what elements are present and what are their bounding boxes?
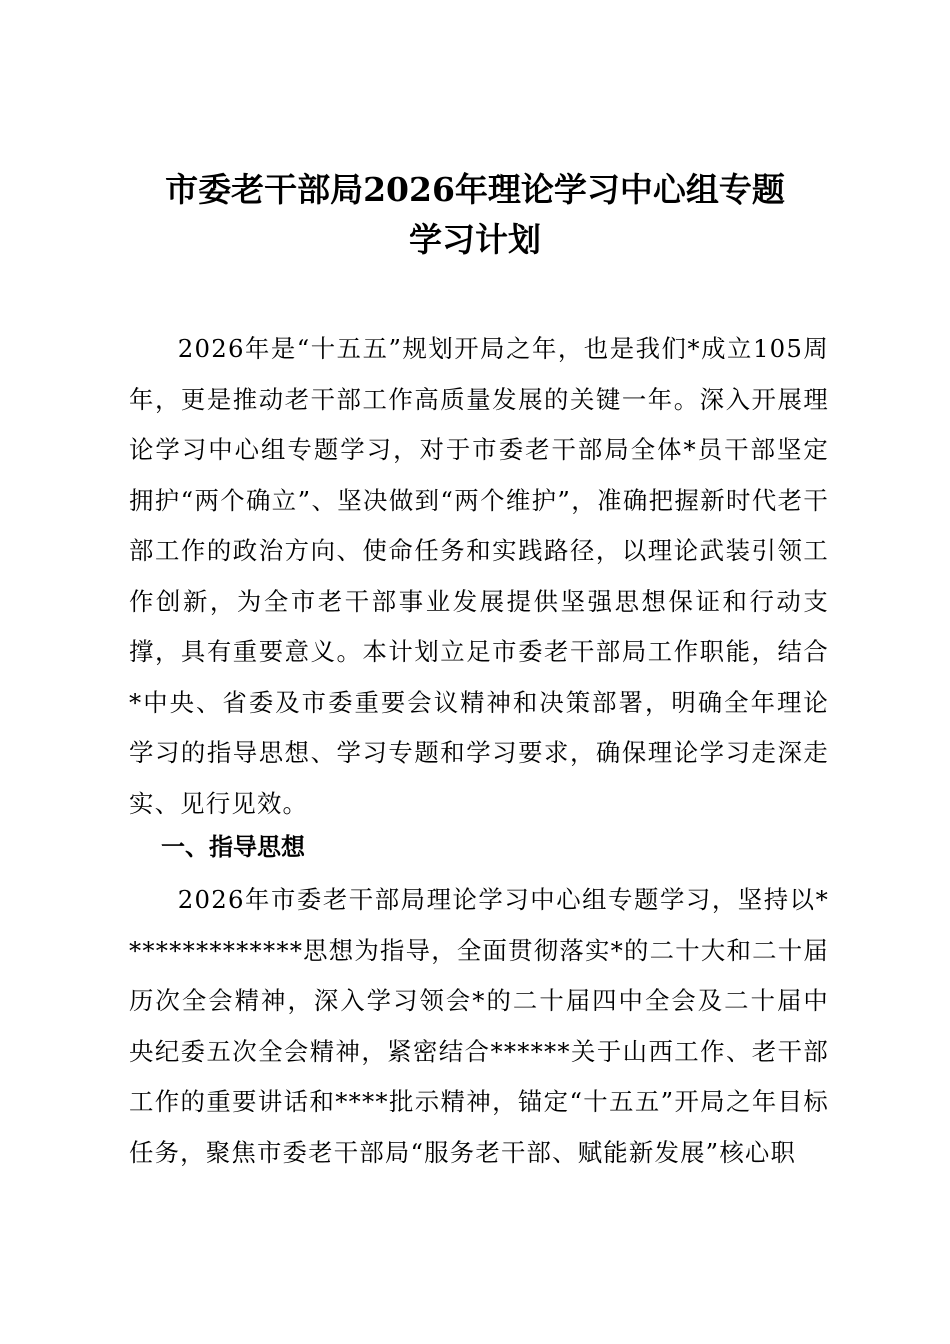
section-paragraph-guiding-thought: 2026年市委老干部局理论学习中心组专题学习，坚持以**************思想为指导，全面贯彻落实*的二十大和二十届历次全会精神，深入学习领会*的二十届四中全会及二十届中央纪委五次全会精神，紧密结合******关于山西工作、老干部工作的重要讲话和****批示精神，锚定“十五五”开局之年目标任务，聚焦市委老干部局“服务老干部、赋能新发展”核心职 bbox=[129, 885, 829, 1167]
document-title-line-2: 学习计划 bbox=[409, 220, 541, 259]
document-title-line-1: 市委老干部局2026年理论学习中心组专题 bbox=[165, 170, 785, 209]
intro-paragraph: 2026年是“十五五”规划开局之年，也是我们*成立105周年，更是推动老干部工作高质量发展的关键一年。深入开展理论学习中心组专题学习，对于市委老干部局全体*员干部坚定拥护“两个确立”、坚决做到“两个维护”，准确把握新时代老干部工作的政治方向、使命任务和实践路径，以理论武装引领工作创新，为全市老干部事业发展提供坚强思想保证和行动支撑，具有重要意义。本计划立足市委老干部局工作职能，结合*中央、省委及市委重要会议精神和决策部署，明确全年理论学习的指导思想、学习专题和学习要求，确保理论学习走深走实、见行见效。 bbox=[129, 334, 829, 818]
section-heading-guiding-thought: 一、指导思想 bbox=[161, 833, 305, 861]
